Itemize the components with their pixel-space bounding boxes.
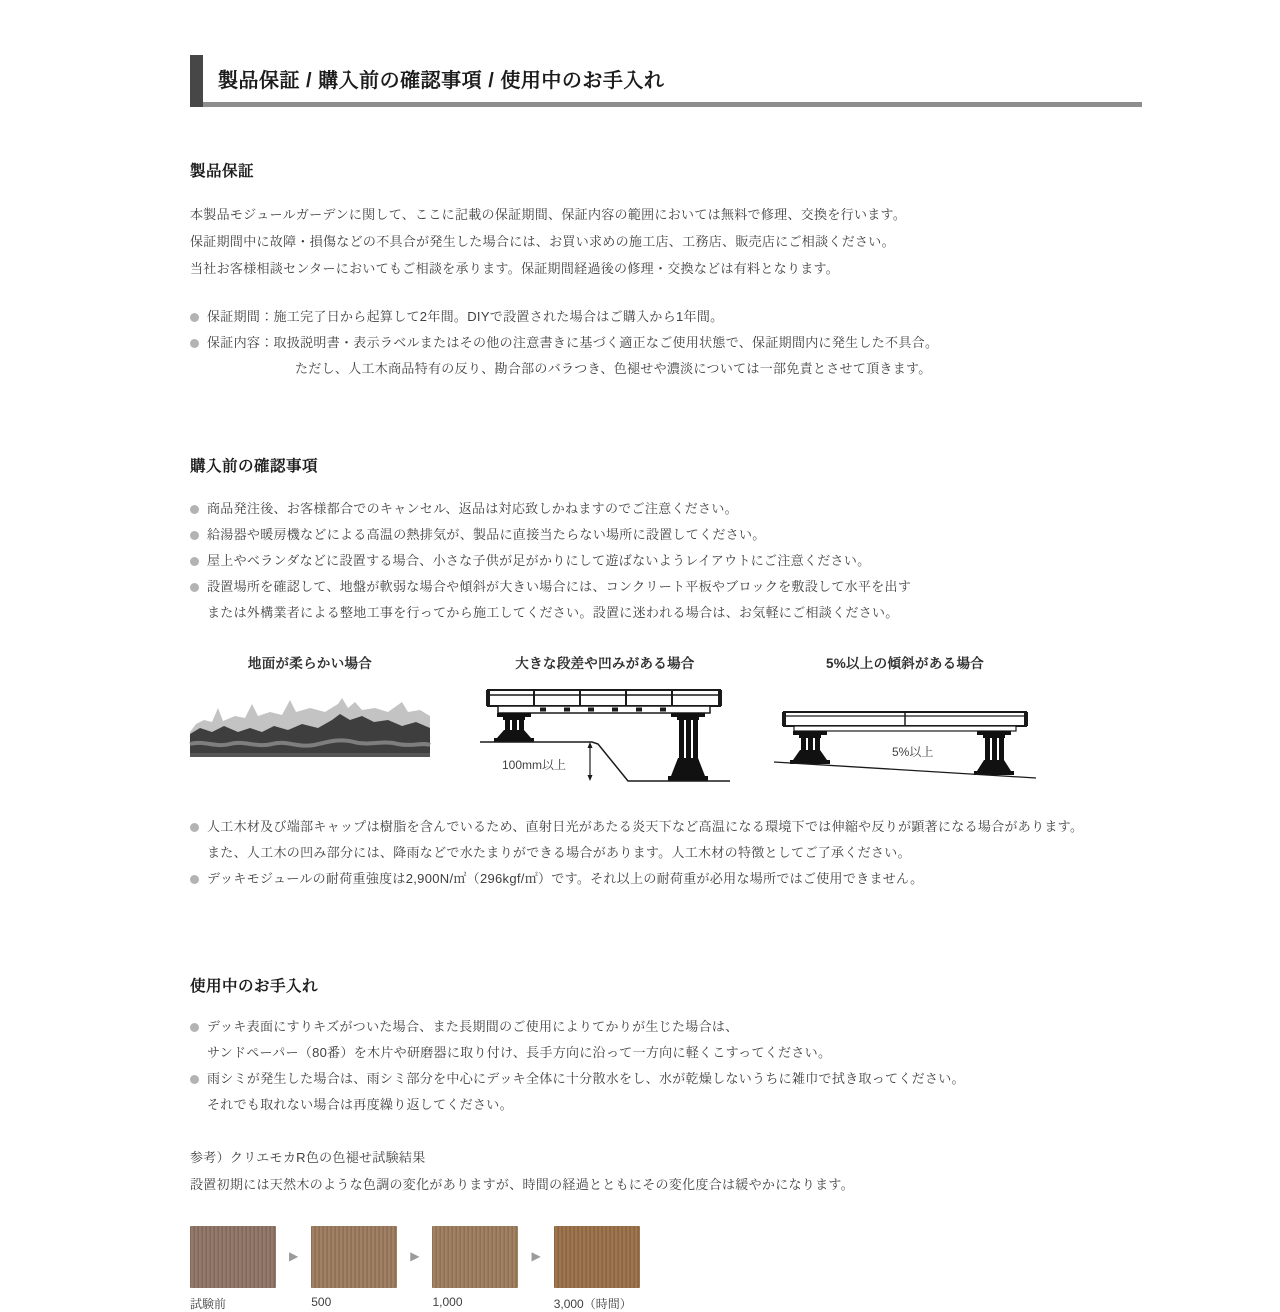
bullet-icon — [190, 505, 199, 514]
content-column — [190, 55, 1142, 1312]
pedestal-right — [668, 713, 708, 781]
soft-ground-illustration — [190, 698, 430, 760]
bullet-continuation: また、人工木の凹み部分には、降雨などで水たまりができる場合があります。人工木材の特徴としてご了承ください。 — [207, 845, 911, 860]
wood-sample-image — [311, 1226, 397, 1288]
warranty-paragraph-line: 当社お客様相談センターにおいてもご相談を承ります。保証期間経過後の修理・交換などは有料となります。 — [190, 261, 840, 276]
reference-title: 参考）クリエモカR色の色褪せ試験結果 — [190, 1150, 426, 1165]
figure-caption: 地面が柔らかい場合 — [247, 656, 373, 671]
care-heading: 使用中のお手入れ — [190, 978, 319, 995]
bullet-text: 雨シミが発生した場合は、雨シミ部分を中心にデッキ全体に十分散水をし、水が乾燥しないうちに雑巾で拭き取ってください。 — [207, 1071, 965, 1086]
installation-figures — [190, 652, 1142, 794]
bullet-text: 保証期間：施工完了日から起算して2年間。DIYで設置された場合はご購入から1年間。 — [207, 309, 724, 324]
swatch-label: 3,000（時間） — [553, 1297, 632, 1311]
bullet-icon — [190, 531, 199, 540]
list-item — [190, 814, 1142, 866]
bullet-icon — [190, 1023, 199, 1032]
figure-slope — [774, 652, 1036, 784]
list-item — [190, 1014, 1142, 1066]
header-accent-bar — [190, 55, 203, 107]
swatch-label: 1,000 — [432, 1295, 463, 1309]
list-item — [190, 522, 1142, 548]
slope-illustration — [774, 704, 1036, 784]
list-item — [190, 496, 1142, 522]
fade-test-reference — [190, 1144, 1142, 1198]
list-item — [190, 330, 1142, 382]
warranty-paragraph — [190, 201, 1142, 282]
bullet-icon — [190, 583, 199, 592]
bullet-text: 設置場所を確認して、地盤が軟弱な場合や傾斜が大きい場合には、コンクリート平板やブロックを敷設して水平を出す — [207, 579, 912, 594]
arrow-right-icon: ▶ — [531, 1249, 541, 1263]
warranty-heading: 製品保証 — [190, 163, 255, 180]
list-item — [190, 548, 1142, 574]
care-bullet-list — [190, 1014, 1142, 1118]
bullet-text: 給湯器や暖房機などによる高温の熱排気が、製品に直接当たらない場所に設置してください。 — [207, 527, 766, 542]
figure-soft-ground — [190, 652, 430, 760]
wood-sample-image — [432, 1226, 518, 1288]
section-care — [190, 974, 1142, 1312]
arrow-right-icon: ▶ — [289, 1249, 299, 1263]
pedestal-left — [790, 731, 830, 764]
header-title-wrap — [203, 55, 1142, 107]
bullet-continuation: ただし、人工木商品特有の反り、勘合部のバラつき、色褪せや濃淡については一部免責とさせて頂きます。 — [295, 361, 932, 376]
list-item — [190, 304, 1142, 330]
figure-caption: 5%以上の傾斜がある場合 — [825, 656, 985, 671]
warranty-paragraph-line: 本製品モジュールガーデンに関して、ここに記載の保証期間、保証内容の範囲においては無料で修理、交換を行います。 — [190, 207, 907, 222]
pedestal-right — [974, 731, 1014, 775]
list-item — [190, 1066, 1142, 1118]
swatch-label: 500 — [311, 1295, 332, 1309]
bullet-continuation: または外構業者による整地工事を行ってから施工してください。設置に迷われる場合は、お気軽にご相談ください。 — [207, 605, 899, 620]
fade-test-swatches — [190, 1226, 1142, 1312]
step-height-label: 100mm以上 — [502, 758, 567, 772]
swatch-500h — [311, 1226, 397, 1309]
bullet-icon — [190, 875, 199, 884]
bullet-continuation: サンドペーパー（80番）を木片や研磨器に取り付け、長手方向に沿って一方向に軽くこすってください。 — [207, 1045, 832, 1060]
bullet-icon — [190, 557, 199, 566]
bullet-text: デッキ表面にすりキズがついた場合、また長期間のご使用によりてかりが生じた場合は、 — [207, 1019, 739, 1034]
precheck-heading: 購入前の確認事項 — [190, 458, 319, 475]
step-gap-illustration — [480, 688, 730, 794]
arrow-right-icon: ▶ — [410, 1249, 420, 1263]
section-precheck — [190, 454, 1142, 892]
warranty-bullet-list — [190, 304, 1142, 382]
precheck-bullet-list — [190, 496, 1142, 626]
bullet-text: デッキモジュールの耐荷重強度は2,900N/㎡（296kgf/㎡）です。それ以上の耐荷重が必用な場所ではご使用できません。 — [207, 871, 924, 886]
bullet-icon — [190, 823, 199, 832]
bullet-icon — [190, 1075, 199, 1084]
bullet-text: 商品発注後、お客様都合でのキャンセル、返品は対応致しかねますのでご注意ください。 — [207, 501, 738, 516]
bullet-text: 人工木材及び端部キャップは樹脂を含んでいるため、直射日光があたる炎天下など高温になる環境下では伸縮や反りが顕著になる場合があります。 — [207, 819, 1084, 834]
swatch-before — [190, 1226, 276, 1312]
wood-sample-image — [190, 1226, 276, 1288]
swatch-label: 試験前 — [190, 1297, 227, 1311]
bullet-icon — [190, 339, 199, 348]
page-title: 製品保証 / 購入前の確認事項 / 使用中のお手入れ — [218, 70, 665, 92]
precheck-notes-list — [190, 814, 1142, 892]
figure-step-gap — [480, 652, 730, 794]
bullet-text: 保証内容：取扱説明書・表示ラベルまたはその他の注意書きに基づく適正なご使用状態で、保証期間内に発生した不具合。 — [207, 335, 939, 350]
bullet-icon — [190, 313, 199, 322]
bullet-text: 屋上やベランダなどに設置する場合、小さな子供が足がかりにして遊ばないようレイアウトにご注意ください。 — [207, 553, 871, 568]
page-header — [190, 55, 1142, 107]
pedestal-left — [494, 713, 534, 742]
reference-note: 設置初期には天然木のような色調の変化がありますが、時間の経過とともにその変化度合は緩やかになります。 — [190, 1177, 854, 1192]
swatch-1000h — [432, 1226, 518, 1309]
wood-sample-image — [554, 1226, 640, 1288]
section-warranty — [190, 159, 1142, 382]
list-item — [190, 866, 1142, 892]
bullet-continuation: それでも取れない場合は再度繰り返してください。 — [207, 1097, 513, 1112]
figure-caption: 大きな段差や凹みがある場合 — [515, 656, 695, 671]
swatch-3000h — [554, 1226, 640, 1312]
warranty-paragraph-line: 保証期間中に故障・損傷などの不具合が発生した場合には、お買い求めの施工店、工務店、販売店にご相談ください。 — [190, 234, 895, 249]
list-item — [190, 574, 1142, 626]
slope-label: 5%以上 — [892, 745, 934, 759]
